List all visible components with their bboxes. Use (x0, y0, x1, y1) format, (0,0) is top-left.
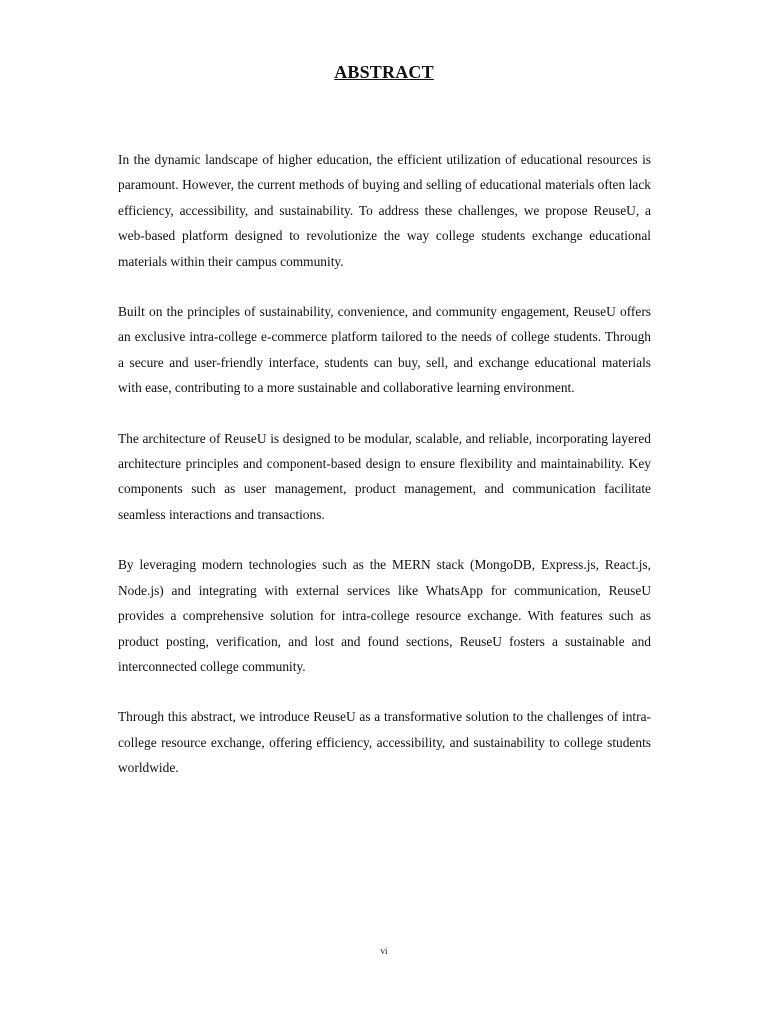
paragraph-3: The architecture of ReuseU is designed to be modular, scalable, and reliable, incorporating layered architecture principles and component-based design to ensure flexibility and maintainability. Key components such as user management, product management, and communication facilitate seamless interactions and transactions. (118, 430, 651, 522)
page-title: ABSTRACT (334, 62, 434, 82)
paragraph-2: Built on the principles of sustainability, convenience, and community engagement, ReuseU offers an exclusive intra-college e-commerce platform tailored to the needs of college students. Through a secure and user-friendly interface, students can buy, sell, and exchange educational materials with ease, contributing to a more sustainable and collaborative learning environment. (118, 304, 651, 396)
paragraph-1: In the dynamic landscape of higher education, the efficient utilization of educational resources is paramount. However, the current methods of buying and selling of educational materials often lack efficiency, accessibility, and sustainability. To address these challenges, we propose ReuseU, a web-based platform designed to revolutionize the way college students exchange educational materials within their campus community. (118, 152, 651, 269)
page-number: vi (380, 946, 388, 956)
abstract-body (118, 147, 651, 806)
paragraph-4: By leveraging modern technologies such as the MERN stack (MongoDB, Express.js, React.js, Node.js) and integrating with external services like WhatsApp for communication, ReuseU provides a comprehensive solution for intra-college resource exchange. With features such as product posting, verification, and lost and found sections, ReuseU fosters a sustainable and interconnected college community. (118, 557, 651, 674)
paragraph-5: Through this abstract, we introduce ReuseU as a transformative solution to the challenges of intra-college resource exchange, offering efficiency, accessibility, and sustainability to college students worldwide. (118, 709, 651, 776)
